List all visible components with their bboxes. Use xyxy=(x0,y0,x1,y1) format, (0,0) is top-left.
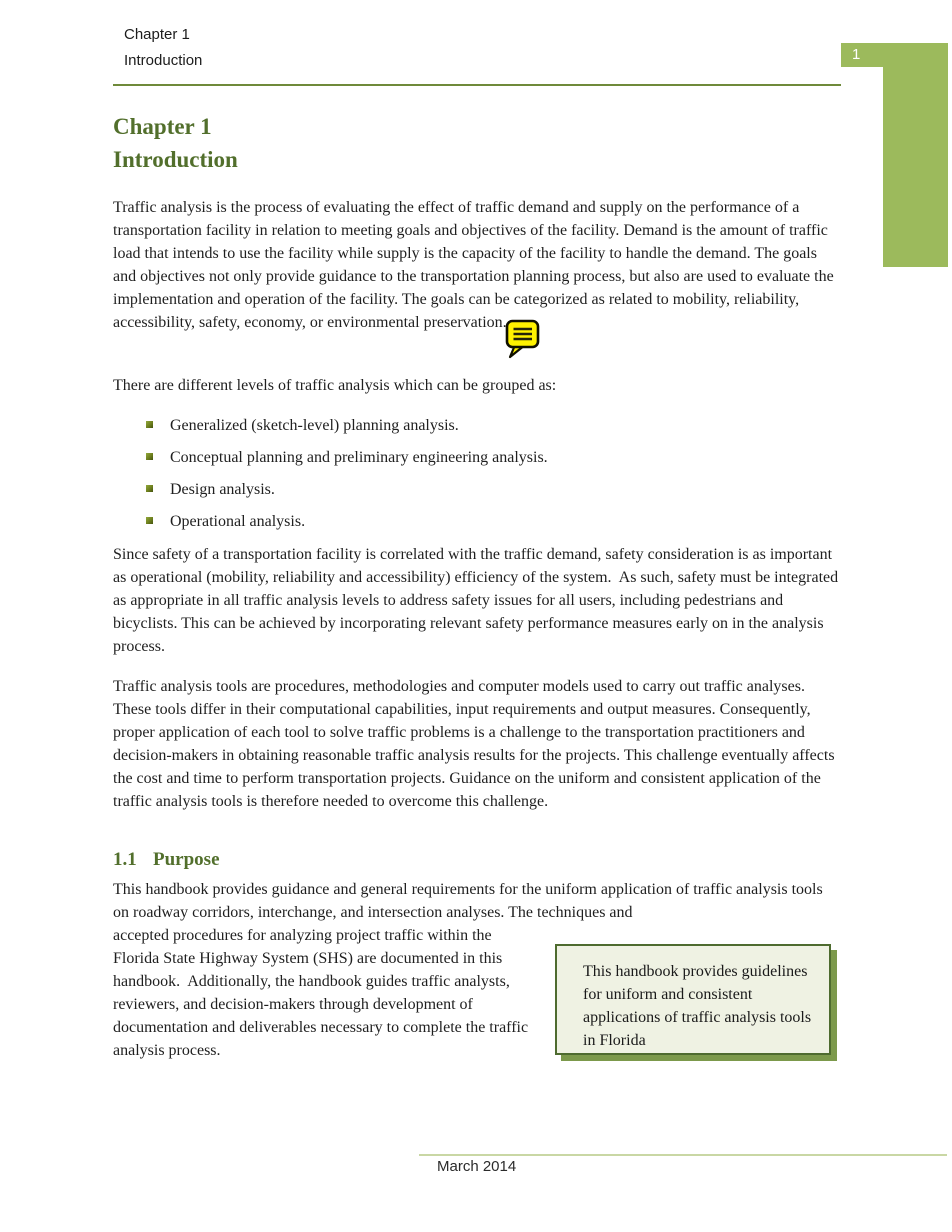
callout-box xyxy=(555,944,831,1055)
chapter-title-line2: Introduction xyxy=(113,147,238,172)
bullet-square-icon xyxy=(146,517,153,524)
section-heading-purpose xyxy=(113,849,220,871)
paragraph-traffic-analysis: Traffic analysis is the process of evaluating the effect of traffic demand and supply on the performance of a transportation facility in relation to meeting goals and objectives of the facility. Demand is the amount of traffic load that intends to use the facility while supply is the capacity of the facility to handle the demand. The goals and objectives not only provide guidance to the transportation planning process, but also are used to evaluate the implementation and operation of the facility. The goals can be categorized as related to mobility, reliability, accessibility, safety, economy, or environmental preservation. xyxy=(113,199,834,331)
bullet-square-icon xyxy=(146,453,153,460)
list-item xyxy=(113,478,840,501)
list-item-label: Generalized (sketch-level) planning analysis. xyxy=(170,417,459,434)
header-rule xyxy=(113,84,841,86)
footer-rule xyxy=(419,1154,947,1156)
callout-text: This handbook provides guidelines for uniform and consistent applications of traffic analysis tools in Florida xyxy=(583,963,812,1049)
list-item xyxy=(113,510,840,533)
paragraph-levels-intro: There are different levels of traffic analysis which can be grouped as: xyxy=(113,377,557,394)
page-number-tab: 1 xyxy=(841,43,883,67)
chapter-title-line1: Chapter 1 xyxy=(113,114,212,139)
list-item-label: Operational analysis. xyxy=(170,513,306,530)
list-item-label: Conceptual planning and preliminary engineering analysis. xyxy=(170,449,548,466)
list-item-label: Design analysis. xyxy=(170,481,275,498)
section-title: Purpose xyxy=(153,849,220,870)
chapter-title xyxy=(113,110,238,176)
chapter-sidebar-bar xyxy=(883,43,948,267)
list-item xyxy=(113,414,840,437)
running-header-chapter: Chapter 1 xyxy=(124,26,190,43)
paragraph-purpose-part1: This handbook provides guidance and general requirements for the uniform application of traffic analysis tools on roadway corridors, interchange, and intersection analyses. The techniques and xyxy=(113,881,823,921)
paragraph-safety: Since safety of a transportation facility is correlated with the traffic demand, safety consideration is as important as operational (mobility, reliability and accessibility) efficiency of the system. As such, safety must be integrated as appropriate in all traffic analysis levels to address safety issues for all users, including pedestrians and bicyclists. This can be achieved by incorporating relevant safety performance measures early on in the analysis process. xyxy=(113,546,839,655)
comment-bubble-icon[interactable] xyxy=(505,319,541,360)
bullet-square-icon xyxy=(146,421,153,428)
section-number: 1.1 xyxy=(113,849,137,870)
footer-date: March 2014 xyxy=(437,1158,517,1175)
paragraph-purpose-part2: accepted procedures for analyzing project traffic within the Florida State Highway System (SHS) are documented in this handbook. Additionally, the handbook guides traffic analysts, reviewers, and decision-makers through development of documentation and deliverables necessary to complete the traffic analysis process. xyxy=(113,927,529,1059)
bullet-square-icon xyxy=(146,485,153,492)
paragraph-tools: Traffic analysis tools are procedures, methodologies and computer models used to carry out traffic analyses. These tools differ in their computational capabilities, input requirements and output measures. Consequently, proper application of each tool to solve traffic problems is a challenge to the transportation practitioners and decision-makers in obtaining reasonable traffic analysis results for the projects. This challenge eventually affects the cost and time to perform transportation projects. Guidance on the uniform and consistent application of the traffic analysis tools is therefore needed to overcome this challenge. xyxy=(113,678,835,810)
analysis-levels-list xyxy=(113,414,840,542)
running-header-title: Introduction xyxy=(124,52,203,69)
list-item xyxy=(113,446,840,469)
